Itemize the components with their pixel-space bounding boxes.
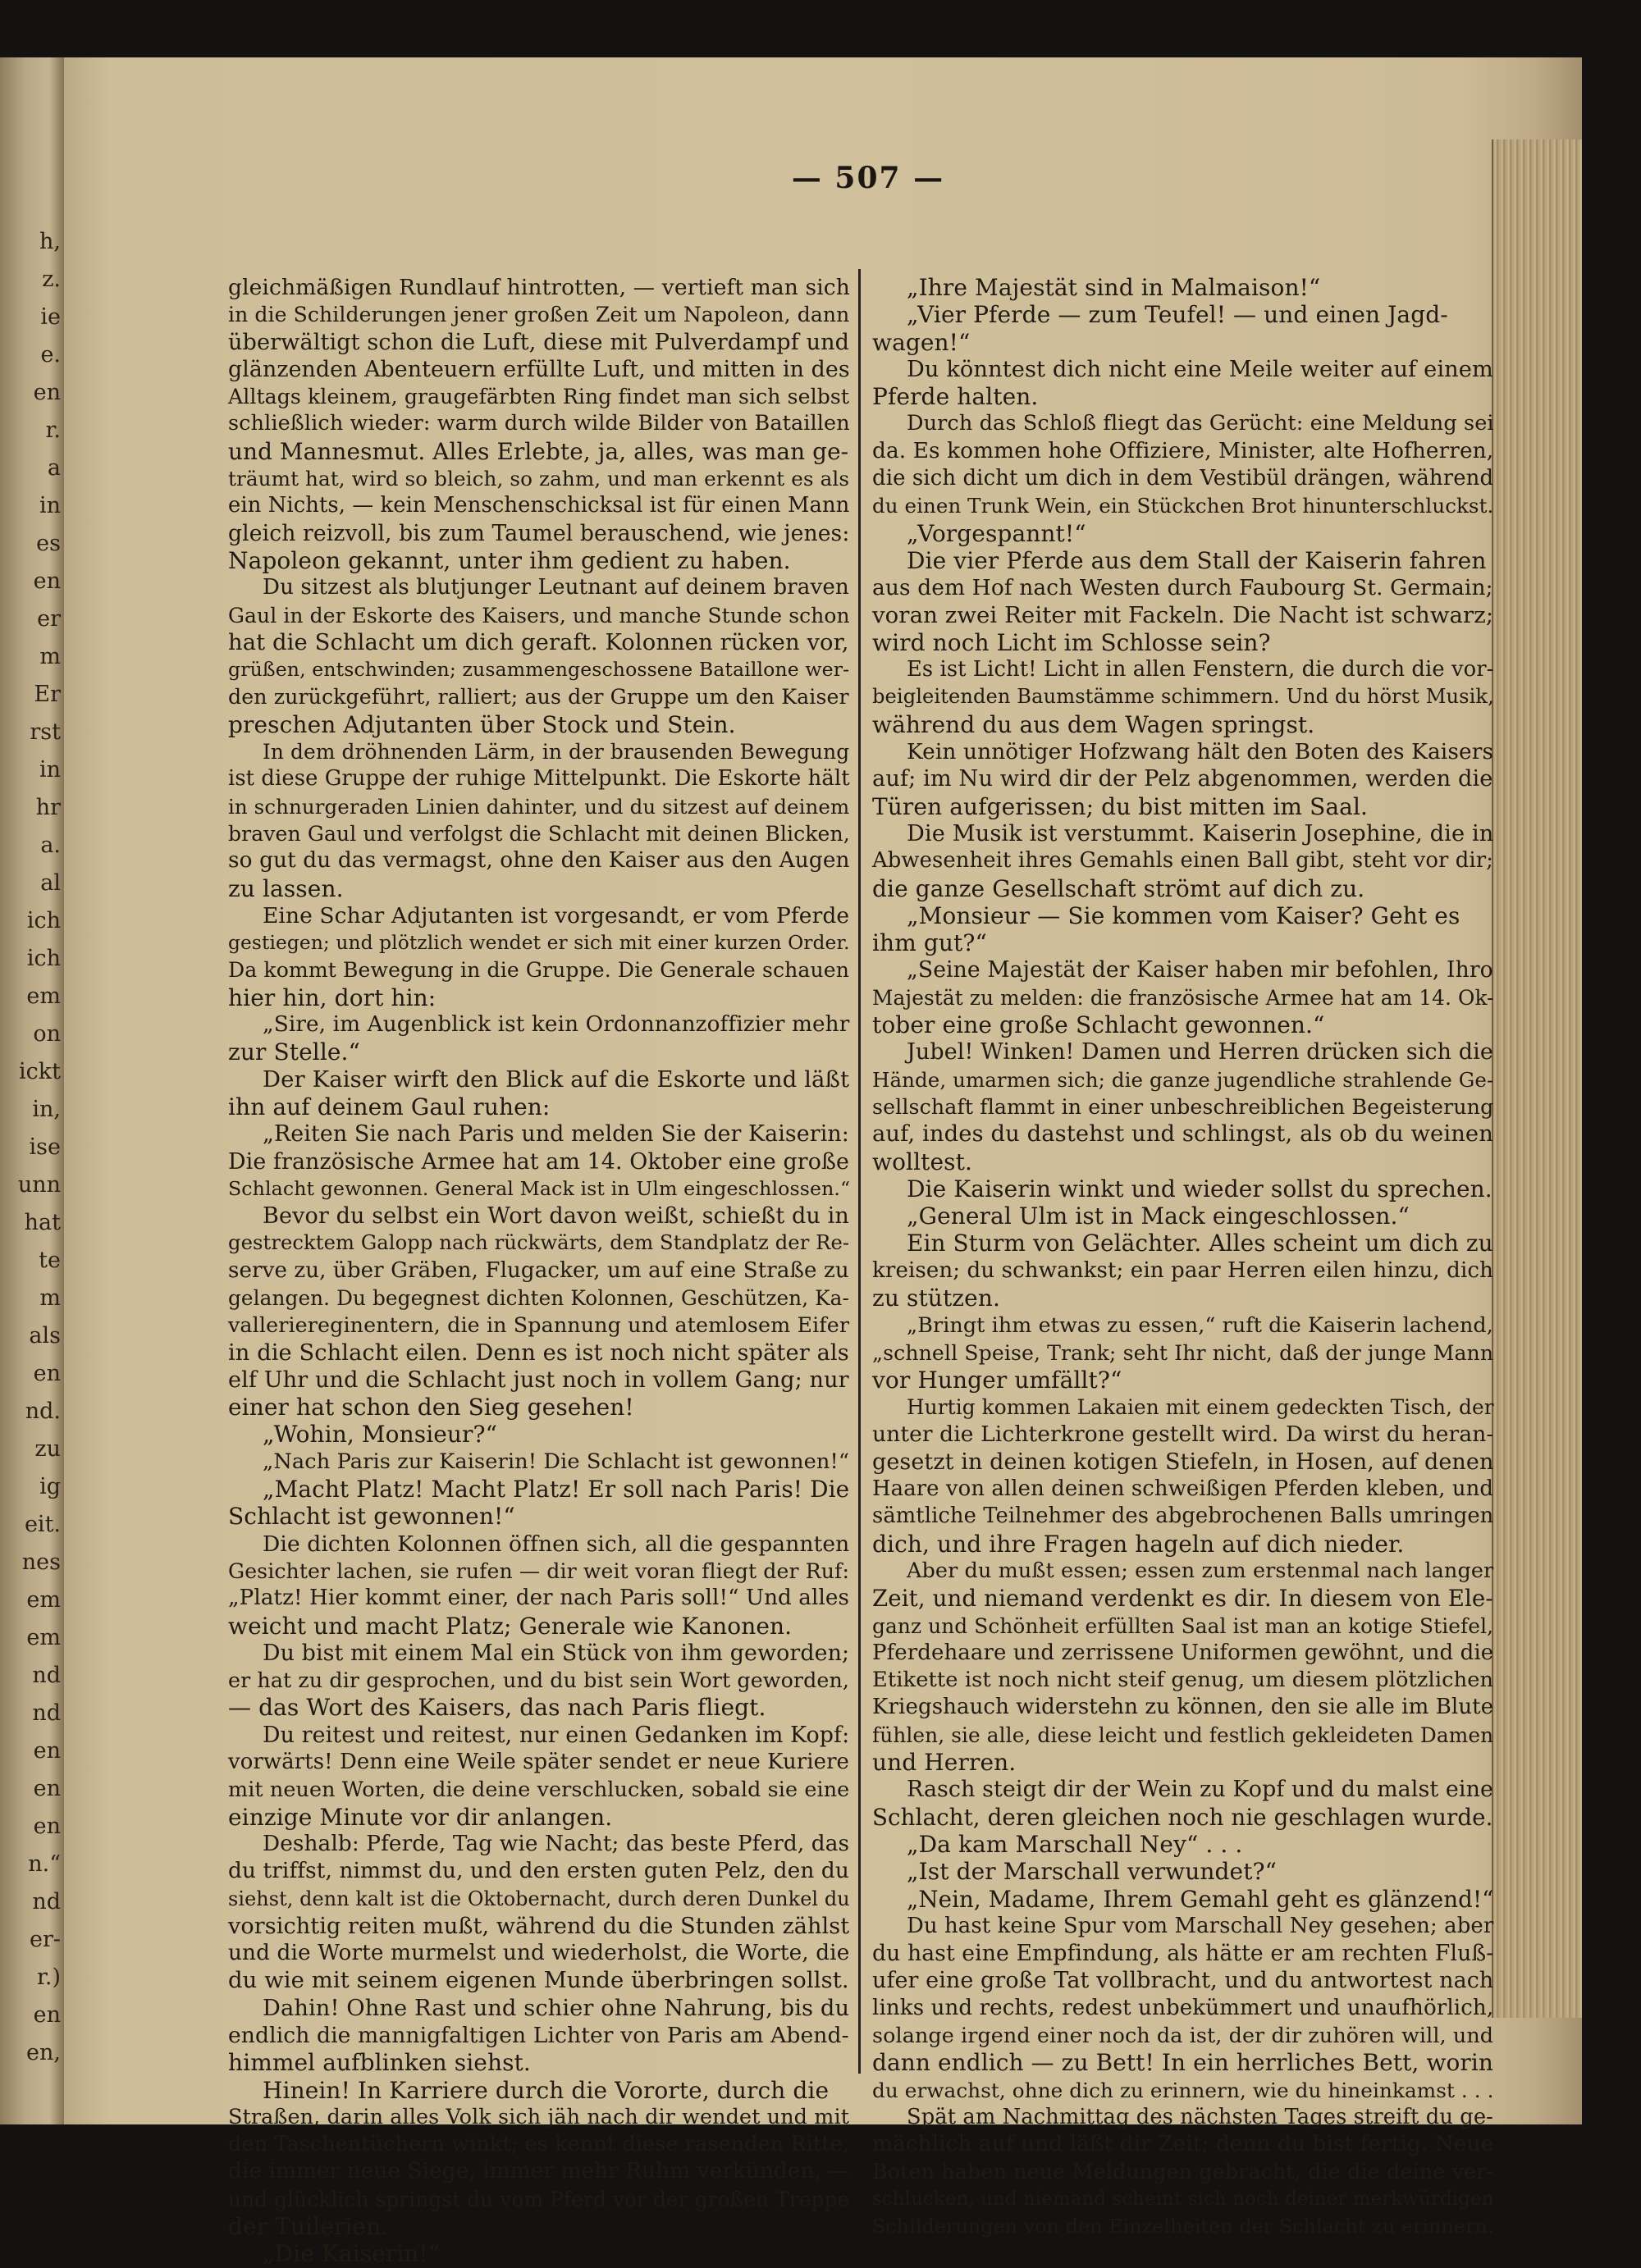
text-line: „General Ulm ist in Mack eingeschlossen.“ [907,1202,1410,1230]
text-line: Aber du mußt essen; essen zum erstenmal nach langer [907,1558,1494,1583]
page-stack-edges [1492,139,1582,2018]
text-line: gleichmäßigen Rundlauf hintrotten, — vertieft man sich [228,275,850,300]
text-line: Gaul in der Eskorte des Kaisers, und manche Stunde schon [228,603,850,627]
text-line: Es ist Licht! Licht in allen Fenstern, die durch die vor- [907,657,1494,682]
text-line: Majestät zu melden: die französische Armee hat am 14. Ok- [872,985,1494,1010]
text-line: unter die Lichterkrone gestellt wird. Da wirst du heran- [872,1421,1494,1448]
book-page [64,57,1582,2268]
text-line: zu stützen. [872,1284,1000,1312]
text-line: Haare von allen deinen schweißigen Pferden kleben, und [872,1476,1494,1502]
text-line: Pferde halten. [872,383,1039,411]
facing-page-word-fragment: in [39,493,61,518]
facing-page-word-fragment: e. [40,342,61,367]
facing-page-word-fragment: m [39,644,61,669]
text-line: ihm gut?“ [872,929,987,957]
text-line: Du hast keine Spur vom Marschall Ney gesehen; aber [907,1913,1494,1938]
text-line: „Bringt ihm etwas zu essen,“ ruft die Kaiserin lachend, [907,1312,1493,1338]
facing-page-word-fragment: em [26,1625,61,1650]
facing-page-word-fragment: a. [40,833,61,858]
text-line: auf; im Nu wird dir der Pelz abgenommen, werden die [872,766,1493,792]
text-line: „Seine Majestät der Kaiser haben mir befohlen, Ihro [907,957,1493,983]
text-line: Bevor du selbst ein Wort davon weißt, schießt du in [263,1203,849,1230]
facing-page-word-fragment: en [33,2002,61,2028]
text-line: schlucken, und niemand scheint sich noch deiner merkwürdigen [872,2188,1494,2210]
text-line: gelangen. Du begegnest dichten Kolonnen, Geschützen, Ka- [228,1285,849,1310]
text-line: gleich reizvoll, bis zum Taumel berauschend, wie jenes: [228,520,850,546]
text-line: Du reitest und reitest, nur einen Gedanken im Kopf: [263,1722,850,1748]
text-line: er hat zu dir gesprochen, und du bist sein Wort geworden, [228,1668,850,1693]
text-line: und Mannesmut. Alles Erlebte, ja, alles, was man ge- [228,437,849,465]
text-line: Kriegshauch widerstehn zu können, den sie alle im Blute [872,1695,1494,1720]
facing-page-word-fragment: en, [26,2040,61,2065]
text-line: Die vier Pferde aus dem Stall der Kaiserin fahren [907,546,1487,574]
text-line: Deshalb: Pferde, Tag wie Nacht; das beste Pferd, das [263,1831,850,1856]
text-line: mit neuen Worten, die deine verschlucken, sobald sie eine [228,1777,850,1802]
facing-page-word-fragment: ich [26,908,61,933]
facing-page-word-fragment: in [39,757,61,783]
text-line: in die Schlacht eilen. Denn es ist noch nicht später als [228,1339,849,1366]
text-line: Schlacht, deren gleichen noch nie geschlagen wurde. [872,1803,1493,1831]
text-line: Zeit, und niemand verdenkt es dir. In diesem von Ele- [872,1585,1493,1613]
text-line: du erwachst, ohne dich zu erinnern, wie du hineinkamst . . . [872,2078,1494,2102]
facing-page-word-fragment: on [33,1021,61,1047]
text-line: „Macht Platz! Macht Platz! Er soll nach Paris! Die [263,1476,850,1504]
text-line: und die Worte murmelst und wiederholst, die Worte, die [228,1941,850,1966]
text-line: so gut du das vermagst, ohne den Kaiser aus den Augen [228,848,850,874]
text-line: du wie mit seinem eigenen Munde überbringen sollst. [228,1968,849,1994]
text-line: sellschaft flammt in einer unbeschreiblichen Begeisterung [872,1094,1494,1119]
text-line: Der Kaiser wirft den Blick auf die Eskorte und läßt [263,1066,850,1093]
text-line: Boten haben neue Meldungen gebracht, die die deine ver- [872,2159,1493,2184]
text-line: gesetzt in deinen kotigen Stiefeln, in Hosen, auf denen [872,1449,1494,1475]
facing-page-word-fragment: en [33,380,61,405]
text-line: „Sire, im Augenblick ist kein Ordonnanzoffizier mehr [263,1012,850,1038]
text-line: solange irgend einer noch da ist, der dir zuhören will, und [872,2023,1494,2047]
text-line: glänzenden Abenteuern erfüllte Luft, und mitten in des [228,356,850,382]
facing-page-word-fragment: es [36,531,61,556]
right-text-column [872,274,1494,2238]
page-number: — 507 — [791,161,945,195]
text-line: Ein Sturm von Gelächter. Alles scheint um dich zu [907,1230,1493,1257]
text-line: vor Hunger umfällt?“ [872,1366,1122,1394]
text-line: und glücklich springst du vom Pferd vor der großen Treppe [228,2187,850,2211]
text-line: Du bist mit einem Mal ein Stück von ihm geworden; [263,1640,850,1666]
text-line: Alltags kleinem, graugefärbten Ring findet man sich selbst [228,385,850,409]
facing-page-word-fragment: nes [21,1549,61,1575]
text-line: „Reiten Sie nach Paris und melden Sie der Kaiserin: [263,1121,849,1148]
text-line: dich, und ihre Fragen hageln auf dich nieder. [872,1530,1405,1558]
text-line: in schnurgeraden Linien dahinter, und du sitzest auf deinem [228,794,850,819]
facing-page-word-fragment: ig [39,1474,61,1499]
text-line: endlich die mannigfaltigen Lichter von Paris am Abend- [228,2023,849,2048]
facing-page-word-fragment: hat [24,1210,61,1235]
text-line: wolltest. [872,1148,972,1175]
text-line: hier hin, dort hin: [228,983,437,1011]
text-line: du triffst, nimmst du, und den ersten guten Pelz, den du [228,1859,849,1884]
text-line: sämtliche Teilnehmer des abgebrochenen Balls umringen [872,1504,1494,1529]
text-line: himmel aufblinken siehst. [228,2049,531,2077]
facing-page-word-fragment: eit. [24,1512,61,1537]
text-line: Hände, umarmen sich; die ganze jugendliche strahlende Ge- [872,1067,1494,1092]
facing-page-word-fragment: te [39,1248,61,1273]
facing-page-word-fragment: en [33,1738,61,1764]
text-line: Kein unnötiger Hofzwang hält den Boten des Kaisers [907,739,1494,765]
text-line: Hurtig kommen Lakaien mit einem gedeckten Tisch, der [907,1395,1494,1420]
text-line: Spät am Nachmittag des nächsten Tages streift du ge- [907,2104,1493,2129]
text-line: zu lassen. [228,874,344,902]
text-line: „Platz! Hier kommt einer, der nach Paris soll!“ Und alles [228,1586,850,1611]
text-line: In dem dröhnenden Lärm, in der brausenden Bewegung [263,740,850,764]
text-line: Schlacht gewonnen. General Mack ist in Ulm eingeschlossen.“ [228,1176,851,1200]
facing-page-word-fragment: en [33,568,61,594]
facing-page-word-fragment: nd [32,1663,61,1688]
text-line: Du könntest dich nicht eine Meile weiter auf einem [907,356,1493,382]
text-line: einer hat schon den Sieg gesehen! [228,1394,634,1421]
facing-page-edge [0,57,66,2124]
text-line: Durch das Schloß fliegt das Gerücht: eine Meldung sei [907,411,1494,436]
text-line: da. Es kommen hohe Offiziere, Minister, alte Hofherren, [872,438,1494,463]
facing-page-word-fragment: z. [42,267,61,292]
text-line: „Die Kaiserin!“ [263,2240,441,2268]
facing-page-word-fragment: unn [17,1172,61,1198]
text-line: gestrecktem Galopp nach rückwärts, dem Standplatz der Re- [228,1231,850,1255]
text-line: tober eine große Schlacht gewonnen.“ [872,1011,1325,1039]
column-divider-rule [858,269,861,2074]
text-line: und Herren. [872,1749,1017,1777]
text-line: „Nein, Madame, Ihrem Gemahl geht es glänzend!“ [907,1885,1494,1913]
text-line: Pferdehaare und zerrissene Uniformen gewöhnt, und die [872,1640,1494,1665]
text-line: serve zu, über Gräben, Flugacker, um auf eine Straße zu [228,1257,849,1283]
text-line: braven Gaul und verfolgst die Schlacht mit deinen Blicken, [228,821,850,846]
text-line: mächlich auf und läßt dir Zeit; denn du bist fertig. Neue [872,2132,1494,2157]
text-line: Du sitzest als blutjunger Leutnant auf deinem braven [263,575,849,600]
facing-page-word-fragment: ise [29,1134,61,1160]
text-line: Eine Schar Adjutanten ist vorgesandt, er vom Pferde [263,902,850,929]
text-line: Schilderungen von den Einzelheiten der Schlacht zu erinnern. [872,2215,1494,2238]
facing-page-word-fragment: ich [26,946,61,971]
text-line: links und rechts, redest unbekümmert und unaufhörlich, [872,1995,1494,2020]
text-line: „Da kam Marschall Ney“ . . . [907,1830,1243,1858]
text-line: „Vier Pferde — zum Teufel! — und einen Jagd- [907,301,1448,329]
facing-page-word-fragment: in, [32,1097,61,1122]
text-line: „Wohin, Monsieur?“ [263,1421,498,1449]
text-line: Straßen, darin alles Volk sich jäh nach dir wendet und mit [228,2104,850,2129]
text-line: Türen aufgerissen; du bist mitten im Saal. [872,792,1368,820]
text-line: kreisen; du schwankst; ein paar Herren eilen hinzu, dich [872,1257,1493,1283]
text-line: Die Musik ist verstummt. Kaiserin Josephine, die in [907,820,1494,847]
facing-page-word-fragment: als [29,1323,61,1348]
facing-page-word-fragment: nd [32,1889,61,1914]
facing-page-word-fragment: a [47,455,61,481]
text-line: die ganze Gesellschaft strömt auf dich zu. [872,874,1365,902]
text-line: „Ist der Marschall verwundet?“ [907,1858,1278,1886]
text-line: Rasch steigt dir der Wein zu Kopf und du malst eine [907,1777,1493,1803]
facing-page-word-fragment: r. [45,418,61,443]
text-line: einzige Minute vor dir anlangen. [228,1803,613,1831]
text-line: Die Kaiserin winkt und wieder sollst du sprechen. [907,1175,1492,1202]
facing-page-word-fragment: ickt [19,1059,61,1084]
text-line: Dahin! Ohne Rast und schier ohne Nahrung, bis du [263,1995,850,2021]
text-line: „Ihre Majestät sind in Malmaison!“ [907,274,1321,301]
facing-page-word-fragment: rst [30,719,61,745]
facing-page-word-fragment: r.) [36,1965,61,1990]
text-line: Da kommt Bewegung in die Gruppe. Die Generale schauen [228,958,849,983]
text-line: beigleitenden Baumstämme schimmern. Und du hörst Musik, [872,685,1494,709]
facing-page-word-fragment: al [40,870,61,896]
text-line: dann endlich — zu Bett! In ein herrliches Bett, worin [872,2049,1494,2077]
text-line: ihn auf deinem Gaul ruhen: [228,1093,551,1120]
text-line: wird noch Licht im Schlosse sein? [872,628,1271,656]
text-line: Jubel! Winken! Damen und Herren drücken sich die [907,1039,1493,1066]
text-line: überwältigt schon die Luft, diese mit Pulverdampf und [228,329,850,355]
text-line: elf Uhr und die Schlacht just noch in vollem Gang; nur [228,1367,849,1393]
text-line: den Taschentüchern winkt; es kennt diese rasenden Ritte, [228,2132,850,2157]
facing-page-word-fragment: Er [34,682,61,707]
facing-page-word-fragment: er [37,606,61,632]
text-line: du einen Trunk Wein, ein Stückchen Brot hinunterschluckst. [872,494,1494,518]
text-line: ufer eine große Tat vollbracht, und du antwortest nach [872,1968,1494,1994]
text-line: du hast eine Empfindung, als hätte er am rechten Fluß- [872,1941,1494,1967]
text-line: „Nach Paris zur Kaiserin! Die Schlacht ist gewonnen!“ [263,1449,850,1474]
text-line: Abwesenheit ihres Gemahls einen Ball gibt, steht vor dir; [872,848,1494,874]
text-line: die sich dicht um dich in dem Vestibül drängen, während [872,466,1494,491]
text-line: „Monsieur — Sie kommen vom Kaiser? Geht es [907,901,1460,929]
facing-page-word-fragment: em [26,983,61,1009]
text-line: weicht und macht Platz; Generale wie Kanonen. [228,1612,793,1640]
text-line: wagen!“ [872,328,971,356]
text-line: „schnell Speise, Trank; seht Ihr nicht, daß der junge Mann [872,1340,1494,1365]
facing-page-word-fragment: n.“ [28,1851,61,1877]
text-line: — das Wort des Kaisers, das nach Paris fliegt. [228,1694,766,1722]
text-line: Etikette ist noch nicht steif genug, um diesem plötzlichen [872,1668,1494,1693]
text-line: voran zwei Reiter mit Fackeln. Die Nacht ist schwarz; [872,601,1494,628]
facing-page-word-fragment: m [39,1285,61,1311]
text-line: ganz und Schönheit erfüllten Saal ist man an kotige Stiefel, [872,1613,1494,1638]
text-line: Napoleon gekannt, unter ihm gedient zu haben. [228,546,791,574]
text-line: Die französische Armee hat am 14. Oktober eine große [228,1148,850,1175]
text-line: Gesichter lachen, sie rufen — dir weit voran fliegt der Ruf: [228,1558,850,1583]
facing-page-word-fragment: en [33,1361,61,1386]
text-line: Hinein! In Karriere durch die Vororte, durch die [263,2076,830,2104]
text-line: den zurückgeführt, ralliert; aus der Gruppe um den Kaiser [228,685,849,710]
text-line: vorsichtig reiten mußt, während du die Stunden zählst [228,1913,850,1939]
text-line: siehst, denn kalt ist die Oktobernacht, durch deren Dunkel du [228,1887,850,1910]
text-line: auf, indes du dastehst und schlingst, als ob du weinen [872,1121,1493,1148]
facing-page-word-fragment: h, [39,229,61,254]
text-line: der Tuilerien. [228,2213,389,2241]
facing-page-word-fragment: nd. [25,1399,61,1424]
text-line: valleriereginentern, die in Spannung und atemlosem Eifer [228,1312,850,1338]
text-line: gestiegen; und plötzlich wendet er sich mit einer kurzen Order. [228,932,850,955]
facing-page-word-fragment: er- [29,1927,61,1952]
text-line: vorwärts! Denn eine Weile später sendet er neue Kuriere [228,1750,849,1775]
text-line: grüßen, entschwinden; zusammengeschossene Bataillone wer- [228,658,850,682]
facing-page-word-fragment: hr [35,795,61,820]
facing-page-word-fragment: nd [32,1700,61,1726]
text-line: während du aus dem Wagen springst. [872,710,1315,738]
facing-page-word-fragment: ie [40,304,61,330]
text-line: zur Stelle.“ [228,1038,360,1066]
facing-page-word-fragment: en [33,1776,61,1801]
left-text-column [228,274,851,2268]
facing-page-word-fragment: zu [34,1436,61,1462]
text-line: fühlen, sie alle, diese leicht und festlich gekleideten Damen [872,1723,1494,1747]
text-line: ein Nichts, — kein Menschenschicksal ist für einen Mann [228,493,850,518]
facing-page-word-fragment: em [26,1587,61,1613]
text-line: in die Schilderungen jener großen Zeit um Napoleon, dann [228,303,850,327]
text-line: ist diese Gruppe der ruhige Mittelpunkt. Die Eskorte hält [228,766,850,792]
text-line: Die dichten Kolonnen öffnen sich, all die gespannten [263,1531,850,1557]
text-line: schließlich wieder: warm durch wilde Bilder von Bataillen [228,411,850,436]
facing-page-word-fragment: en [33,1814,61,1839]
text-line: preschen Adjutanten über Stock und Stein. [228,710,736,738]
text-line: hat die Schlacht um dich geraft. Kolonnen rücken vor, [228,629,849,655]
text-line: aus dem Hof nach Westen durch Faubourg St. Germain; [872,575,1493,601]
text-line: träumt hat, wird so bleich, so zahm, und man erkennt es als [228,467,850,491]
text-line: „Vorgespannt!“ [907,519,1086,547]
text-line: die immer neue Siege, immer mehr Ruhm verkünden, — [228,2159,850,2184]
facing-page-fragments [0,57,66,2124]
text-line: Schlacht ist gewonnen!“ [228,1503,515,1531]
